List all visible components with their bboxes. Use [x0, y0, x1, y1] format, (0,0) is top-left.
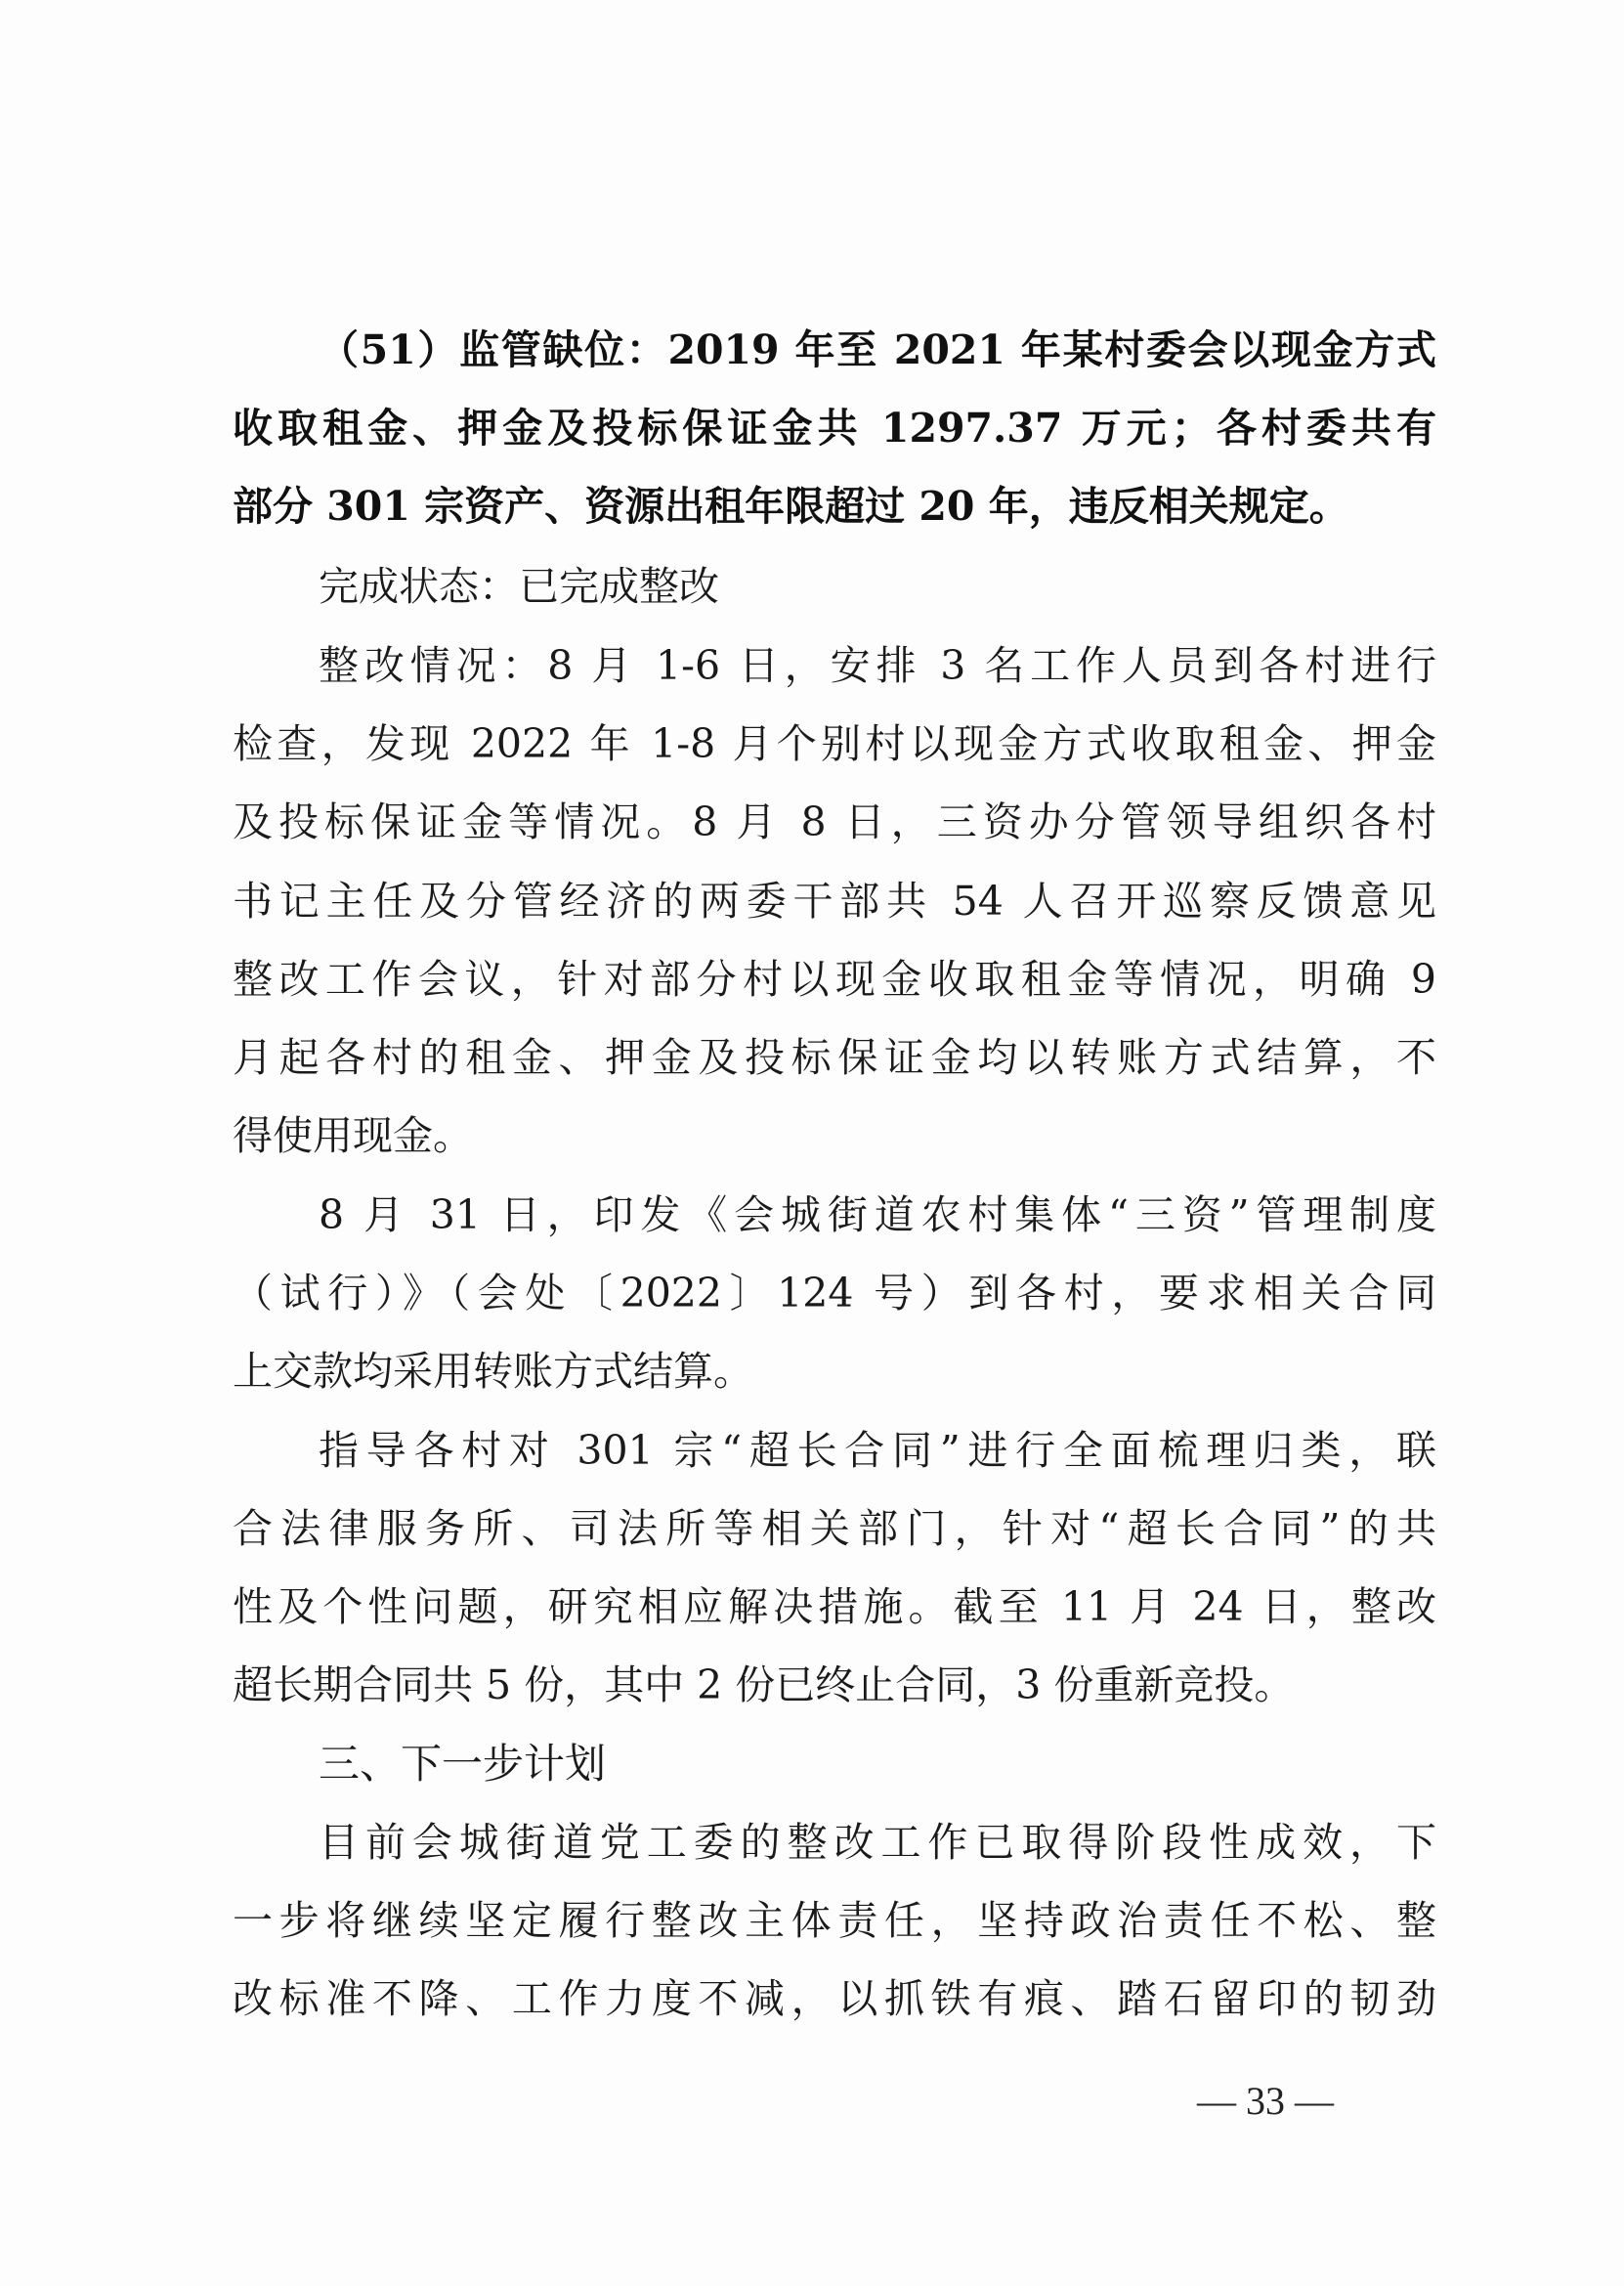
next-plan-line-2: 一步将继续坚定履行整改主体责任，坚持政治责任不松、整: [233, 1897, 1436, 1944]
rectification-p1-line-4: 书记主任及分管经济的两委干部共 54 人召开巡察反馈意见: [233, 878, 1436, 925]
item-51-line-2: 收取租金、押金及投标保证金共 1297.37 万元；各村委共有: [233, 405, 1436, 452]
rectification-p3-line-4: 超长期合同共 5 份，其中 2 份已终止合同，3 份重新竞投。: [233, 1661, 1295, 1708]
rectification-p2-line-3: 上交款均采用转账方式结算。: [233, 1348, 753, 1395]
completion-status: 完成状态：已完成整改: [319, 563, 719, 610]
rectification-p1-line-1: 整改情况：8 月 1-6 日，安排 3 名工作人员到各村进行: [319, 642, 1436, 689]
item-51-line-1: （51）监管缺位：2019 年至 2021 年某村委会以现金方式: [319, 326, 1436, 373]
page-number: — 33 —: [1197, 2079, 1334, 2123]
rectification-p2-line-1: 8 月 31 日，印发《会城街道农村集体“三资”管理制度: [319, 1191, 1436, 1238]
rectification-p3-line-2: 合法律服务所、司法所等相关部门，针对“超长合同”的共: [233, 1505, 1436, 1552]
item-51-line-3: 部分 301 宗资产、资源出租年限超过 20 年，违反相关规定。: [233, 483, 1349, 530]
rectification-p1-line-6: 月起各村的租金、押金及投标保证金均以转账方式结算，不: [233, 1034, 1436, 1081]
rectification-p1-line-5: 整改工作会议，针对部分村以现金收取租金等情况，明确 9: [233, 956, 1436, 1003]
rectification-p1-line-2: 检查，发现 2022 年 1-8 月个别村以现金方式收取租金、押金: [233, 720, 1436, 767]
rectification-p3-line-3: 性及个性问题，研究相应解决措施。截至 11 月 24 日，整改: [233, 1583, 1436, 1630]
next-plan-line-1: 目前会城街道党工委的整改工作已取得阶段性成效，下: [319, 1819, 1436, 1866]
section-heading: 三、下一步计划: [319, 1740, 607, 1788]
rectification-p2-line-2: （试行）》（会处〔2022〕124 号）到各村，要求相关合同: [233, 1270, 1436, 1316]
next-plan-line-3: 改标准不降、工作力度不减，以抓铁有痕、踏石留印的韧劲: [233, 1975, 1436, 2022]
rectification-p3-line-1: 指导各村对 301 宗“超长合同”进行全面梳理归类，联: [319, 1427, 1436, 1474]
rectification-p1-line-7: 得使用现金。: [233, 1112, 473, 1159]
rectification-p1-line-3: 及投标保证金等情况。8 月 8 日，三资办分管领导组织各村: [233, 798, 1436, 845]
